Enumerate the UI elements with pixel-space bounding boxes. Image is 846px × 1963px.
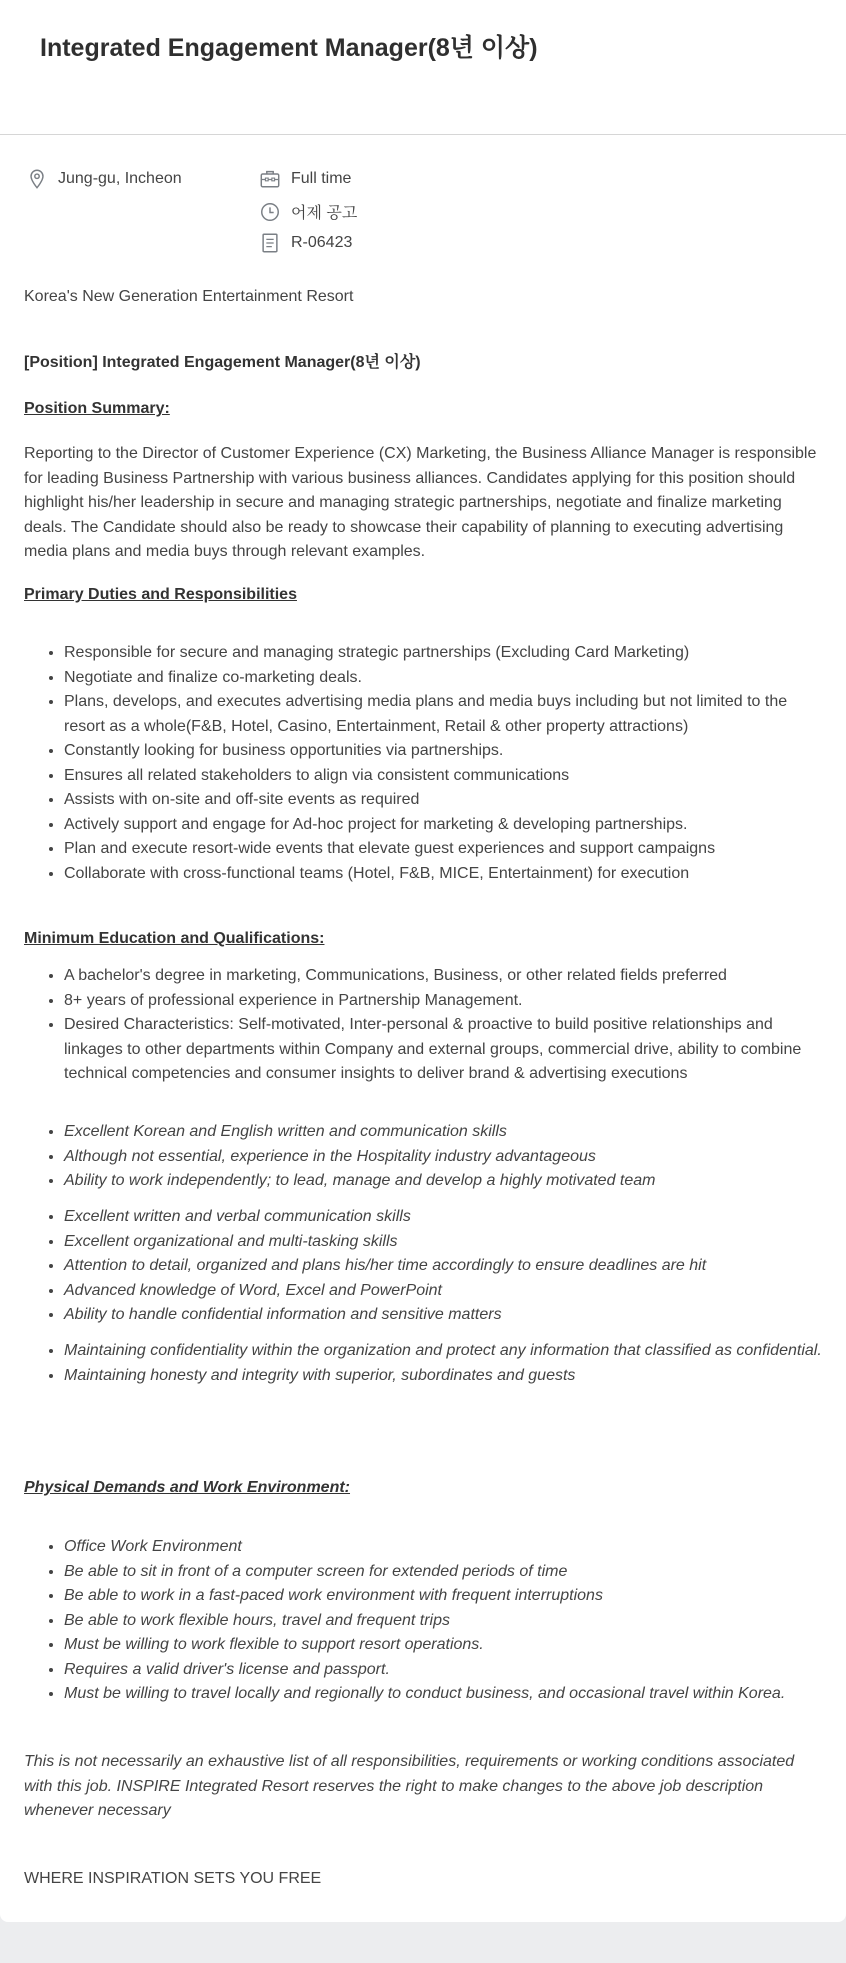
skills-list-b: [24, 1205, 824, 1328]
document-icon: [259, 232, 281, 254]
briefcase-icon: [259, 168, 281, 190]
summary-heading: Position Summary:: [24, 400, 170, 417]
list-item: • Ability to work independently; to lead, manage and develop a highly motivated team: [64, 1169, 824, 1194]
list-item: • Excellent written and verbal communication skills: [64, 1205, 824, 1230]
company-line: Korea's New Generation Entertainment Resort: [24, 288, 354, 305]
list-item: • Constantly looking for business opportunities via partnerships.: [64, 739, 824, 764]
skills-list-c: [24, 1339, 824, 1388]
list-item: • Collaborate with cross-functional teams (Hotel, F&B, MICE, Entertainment) for execution: [64, 862, 824, 887]
duties-heading: Primary Duties and Responsibilities: [24, 586, 297, 603]
list-item: • Negotiate and finalize co-marketing deals.: [64, 666, 824, 691]
disclaimer-text: This is not necessarily an exhaustive list of all responsibilities, requirements or working conditions associated with this job. INSPIRE Integrated Resort reserves the right to make changes to the above job description whenever necessary: [24, 1753, 795, 1819]
list-item: • Maintaining confidentiality within the organization and protect any information that classified as confidential.: [64, 1339, 824, 1364]
list-item: • Ability to handle confidential information and sensitive matters: [64, 1303, 824, 1328]
physical-list: [24, 1535, 824, 1707]
posted-text: 어제 공고: [291, 205, 358, 222]
qual-heading: Minimum Education and Qualifications:: [24, 930, 325, 947]
job-type-text: Full time: [291, 170, 352, 187]
position-line: [Position] Integrated Engagement Manager(8년 이상): [24, 354, 421, 371]
list-item: • Requires a valid driver's license and passport.: [64, 1658, 824, 1683]
list-item: • Excellent Korean and English written and communication skills: [64, 1120, 824, 1145]
page-title: Integrated Engagement Manager(8년 이상): [40, 34, 538, 62]
list-item: • 8+ years of professional experience in Partnership Management.: [64, 989, 824, 1014]
list-item: • Plans, develops, and executes advertising media plans and media buys including but not limited to the resort as a whole(F&B, Hotel, Casino, Entertainment, Retail & other property attractions): [64, 690, 824, 739]
list-item: • Advanced knowledge of Word, Excel and PowerPoint: [64, 1279, 824, 1304]
list-item: • Be able to work in a fast-paced work environment with frequent interruptions: [64, 1584, 824, 1609]
list-item: • Ensures all related stakeholders to align via consistent communications: [64, 764, 824, 789]
skills-list-a: [24, 1120, 824, 1194]
list-item: • Attention to detail, organized and plans his/her time accordingly to ensure deadlines are hit: [64, 1254, 824, 1279]
duties-list: [24, 641, 824, 886]
list-item: • Office Work Environment: [64, 1535, 824, 1560]
list-item: • Excellent organizational and multi-tasking skills: [64, 1230, 824, 1255]
qual-list: [24, 964, 824, 1087]
list-item: • Desired Characteristics: Self-motivated, Inter-personal & proactive to build positive relationships and linkages to other departments within Company and external groups, commercial drive, ability to combine technical competencies and consumer insights to deliver brand & advertising executions: [64, 1013, 824, 1087]
list-item: • Be able to sit in front of a computer screen for extended periods of time: [64, 1560, 824, 1585]
meta-location: [26, 168, 182, 190]
location-pin-icon: [26, 168, 48, 190]
list-item: • Assists with on-site and off-site events as required: [64, 788, 824, 813]
meta-posted: [259, 200, 357, 223]
meta-job-type: [259, 168, 351, 190]
list-item: • Actively support and engage for Ad-hoc project for marketing & developing partnerships.: [64, 813, 824, 838]
list-item: • Responsible for secure and managing strategic partnerships (Excluding Card Marketing): [64, 641, 824, 666]
header-divider: [0, 134, 846, 135]
list-item: • A bachelor's degree in marketing, Communications, Business, or other related fields preferred: [64, 964, 824, 989]
list-item: • Plan and execute resort-wide events that elevate guest experiences and support campaigns: [64, 837, 824, 862]
list-item: • Must be willing to travel locally and regionally to conduct business, and occasional travel within Korea.: [64, 1682, 824, 1707]
list-item: • Although not essential, experience in the Hospitality industry advantageous: [64, 1145, 824, 1170]
req-id-text: R-06423: [291, 234, 353, 251]
summary-text: Reporting to the Director of Customer Experience (CX) Marketing, the Business Alliance Manager is responsible for leading Business Partnership with various business alliances. Candidates applying for this position should highlight his/her leadership in secure and managing strategic partnerships, negotiate and finalize marketing deals. The Candidate should also be ready to showcase their capability of planning to executing advertising media plans and media buys through relevant examples.: [24, 445, 817, 560]
physical-heading: Physical Demands and Work Environment:: [24, 1479, 351, 1496]
location-text: Jung-gu, Incheon: [58, 170, 182, 187]
list-item: • Must be willing to work flexible to support resort operations.: [64, 1633, 824, 1658]
tagline: WHERE INSPIRATION SETS YOU FREE: [24, 1870, 322, 1887]
meta-req-id: [259, 232, 352, 254]
list-item: • Maintaining honesty and integrity with superior, subordinates and guests: [64, 1364, 824, 1389]
list-item: • Be able to work flexible hours, travel and frequent trips: [64, 1609, 824, 1634]
clock-icon: [259, 201, 281, 223]
